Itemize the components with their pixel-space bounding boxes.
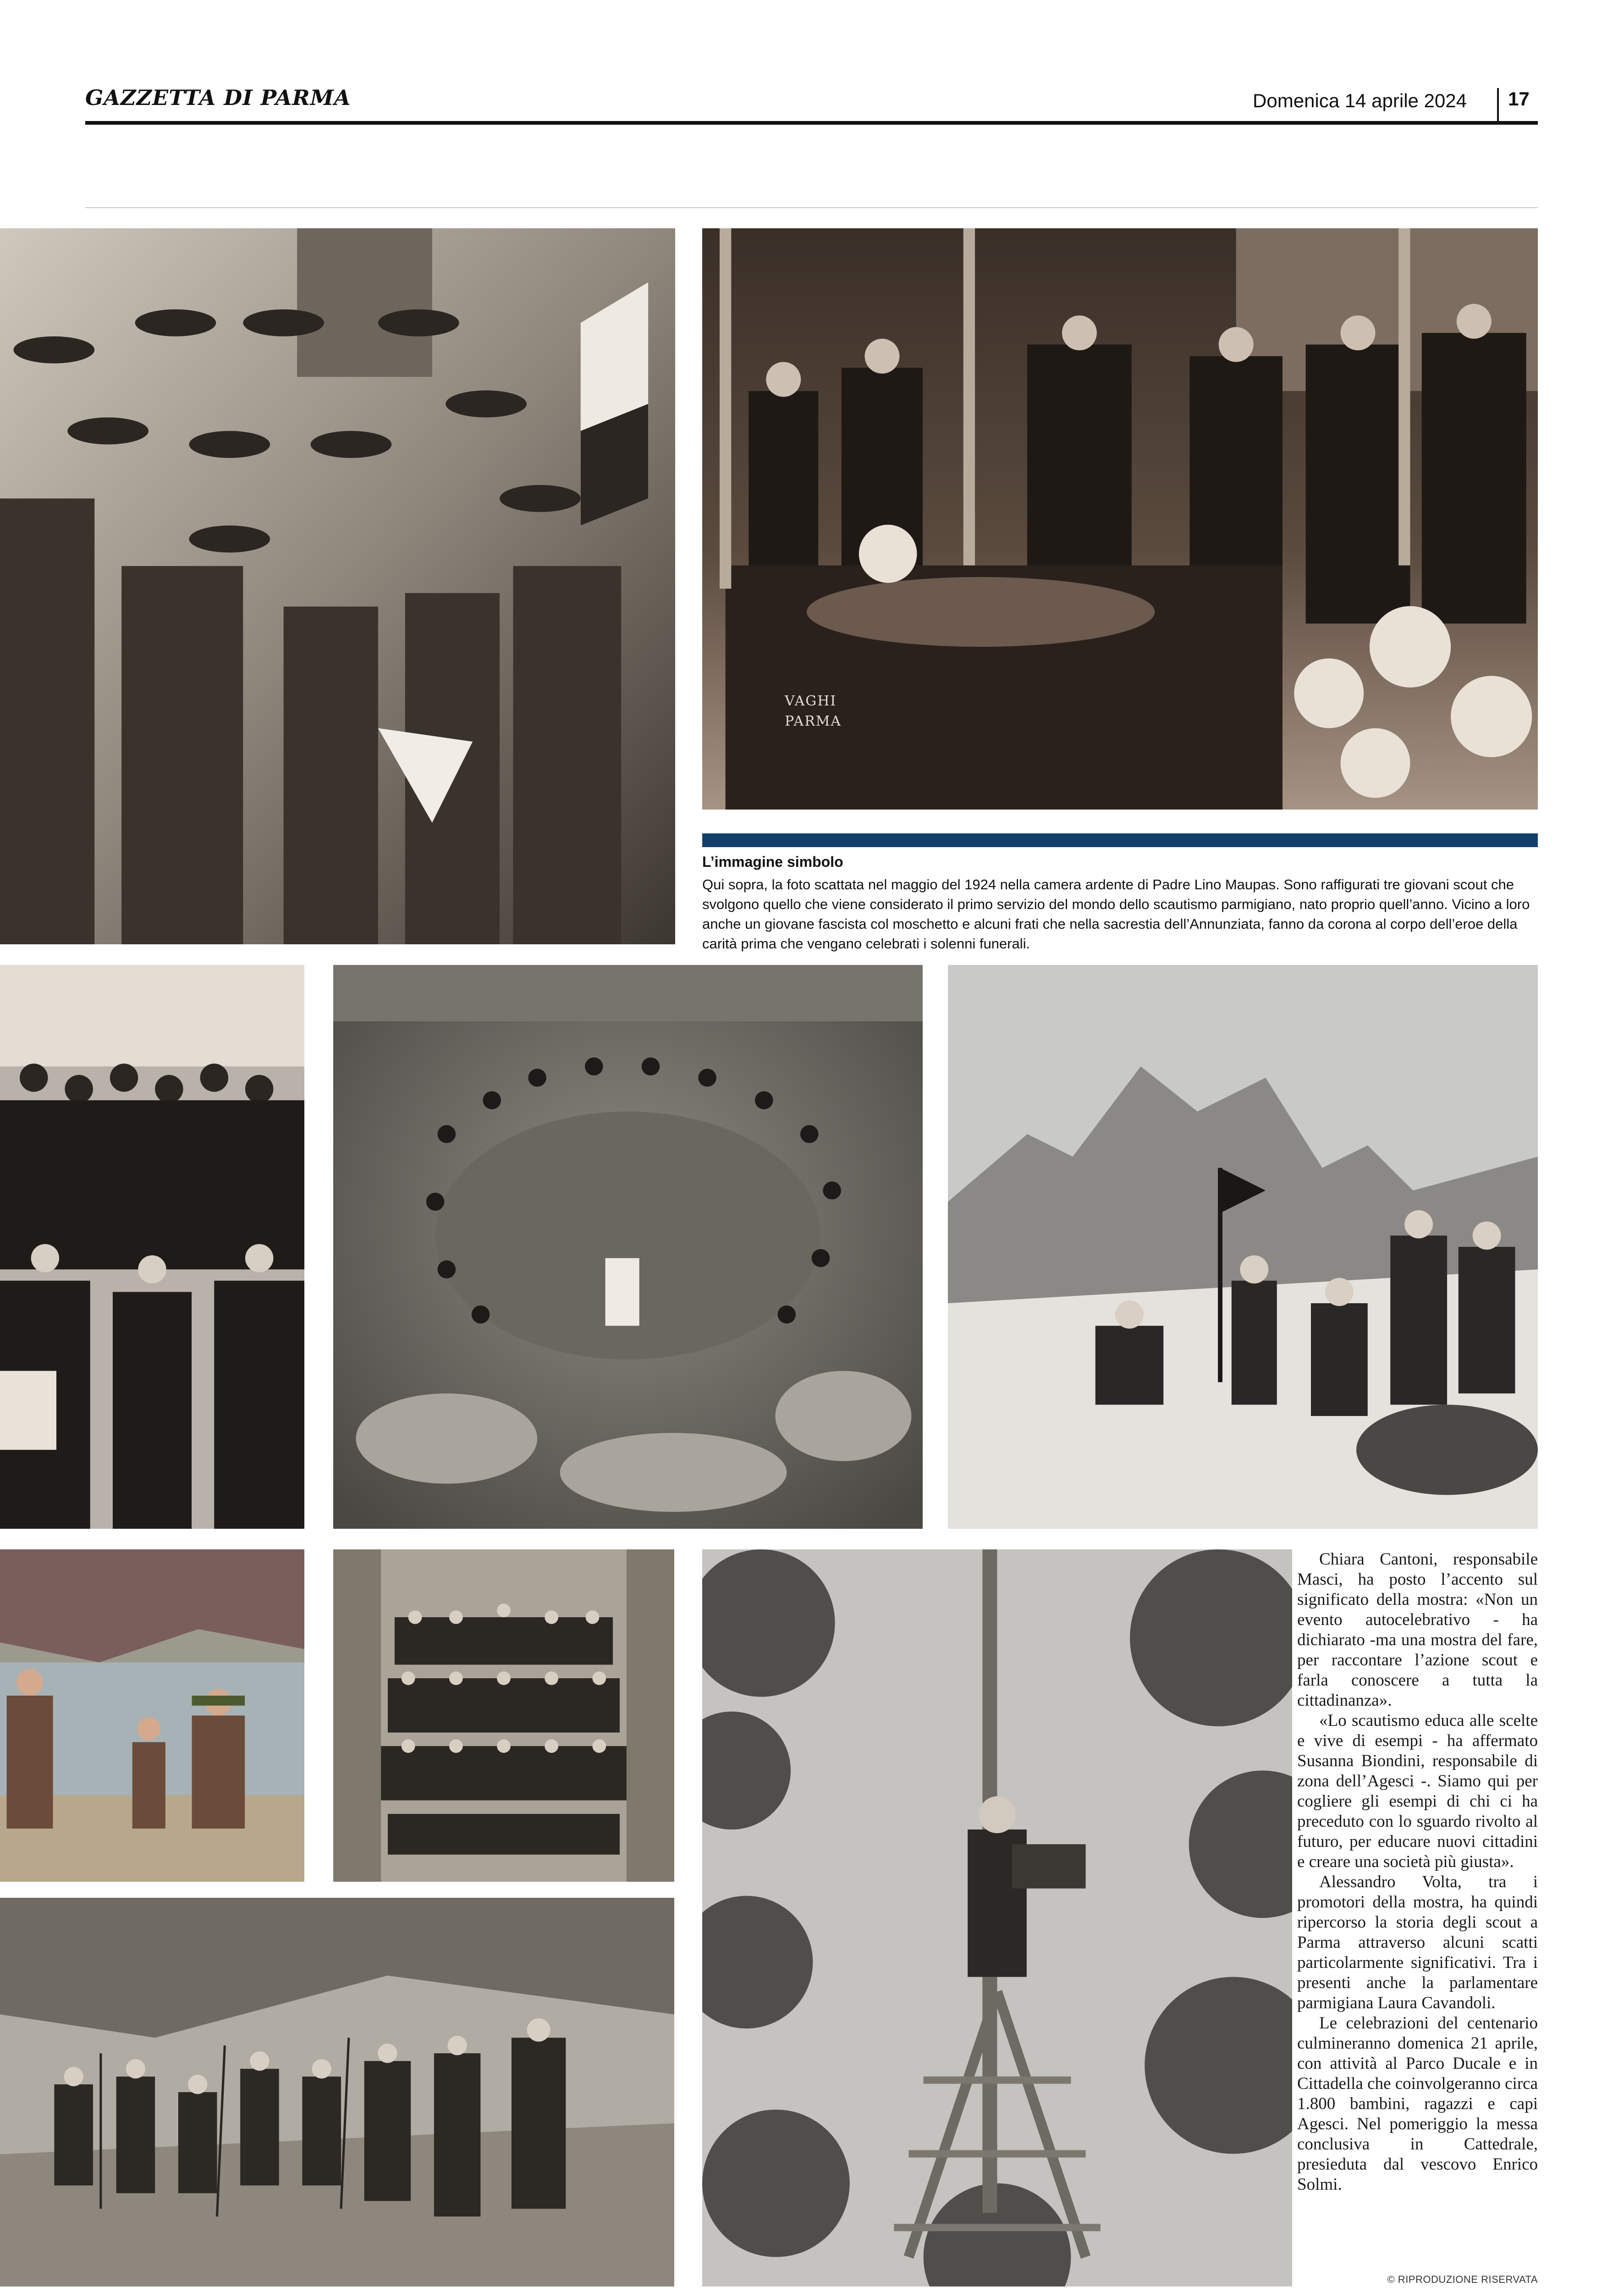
- issue-date: Domenica 14 aprile 2024: [1253, 90, 1467, 111]
- copyright-note: © RIPRODUZIONE RISERVATA: [1387, 2274, 1538, 2285]
- photo-scout-on-signal-tower: [702, 1549, 1292, 2286]
- photo-camera-ardente-maupas: [702, 228, 1538, 810]
- photo-group-with-clergy: [0, 965, 304, 1529]
- article-text: [1297, 1549, 1538, 2195]
- caption-title: L’immagine simbolo: [702, 854, 843, 870]
- article-paragraph: Le celebrazioni del centenario culmineranno domenica 21 aprile, con attività al Parco Ducale e in Cittadella che coinvolgeranno circa 1.800 bambini, ragazzi e capi Agesci. Nel pomeriggio la messa conclusiva in Cattedrale, presieduta dal vescovo Enrico Solmi.: [1297, 2014, 1538, 2194]
- article-paragraph: Alessandro Volta, tra i promotori della mostra, ha quindi ripercorso la storia degli scout a Parma attraverso alcuni scatti particolarmente significativi. Tra i presenti anche la parlamentare parmigiana Laura Cavandoli.: [1297, 1873, 1538, 2012]
- caption-bar: [702, 833, 1538, 847]
- section-rule: [85, 207, 1538, 208]
- article-paragraph: Chiara Cantoni, responsabile Masci, ha posto l’accento sul significato della mostra: «Non un evento autocelebrativo - ha dichiarato -ma una mostra del fare, per raccontare l’azione scout e farla conoscere a tutta la cittadinanza».: [1297, 1550, 1538, 1710]
- photo-scouts-by-lake-colour: [0, 1549, 304, 1882]
- photo-formal-group-portrait: [333, 1549, 674, 1882]
- photo-girl-scouts-hiking: [0, 1898, 674, 2286]
- photo-signature: VAGHI PARMA: [785, 693, 842, 729]
- photo-scouts-circle-mass: [333, 965, 923, 1529]
- article-paragraph: «Lo scautismo educa alle scelte e vive di esempi - ha affermato Susanna Biondini, responsabile di zona dell’Agesci -. Siamo qui per cogliere gli esempi di chi ci ha preceduto con lo sguardo rivolto al futuro, per educare nuovi cittadini e creare una società più giusta».: [1297, 1711, 1538, 1871]
- header-rule: [85, 121, 1538, 125]
- caption-body: Qui sopra, la foto scattata nel maggio del 1924 nella camera ardente di Padre Lino Maupas. Sono raffigurati tre giovani scout che svolgono quello che viene considerato il primo servizio del mondo dello scautismo parmigiano, nato proprio quell’anno. Vicino a loro anche un giovane fascista col moschetto e alcuni frati che nella sacrestia dell’Annunziata, fanno da corona al corpo dell’eroe della carità prima che vengano celebrati i solenni funerali.: [702, 876, 1530, 952]
- masthead: GAZZETTA DI PARMA: [85, 85, 351, 110]
- photo-girls-on-mountain: [948, 965, 1538, 1529]
- page-number: 17: [1508, 88, 1530, 110]
- photo-scout-group-with-flag: [0, 228, 675, 944]
- page-number-divider: [1497, 88, 1499, 121]
